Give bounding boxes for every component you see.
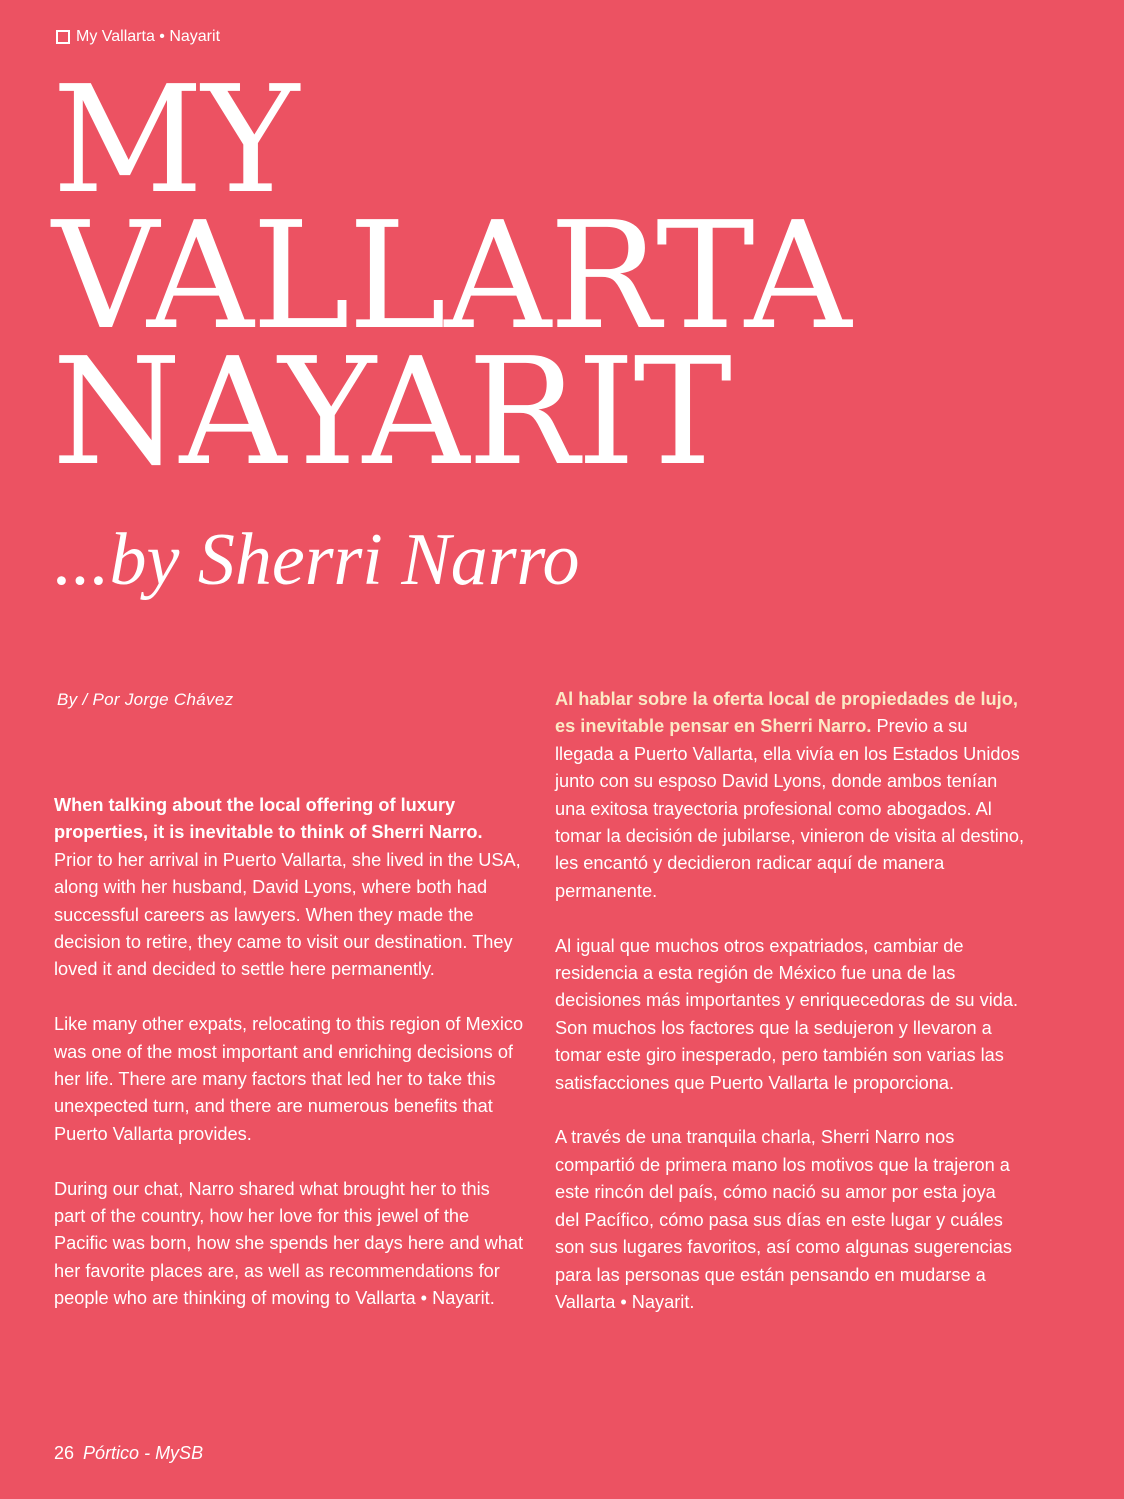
section-tag xyxy=(56,28,220,46)
spanish-paragraph-1 xyxy=(555,686,1025,905)
english-column xyxy=(54,792,524,1340)
spanish-paragraph-3: A través de una tranquila charla, Sherri Narro nos compartió de primera mano los motivos que la trajeron a este rincón del país, cómo nació su amor por esta joya del Pacífico, cómo pasa sus días en este lugar y cuáles son sus lugares favoritos, así como algunas sugerencias para las personas que están pensando en mudarse a Vallarta • Nayarit. xyxy=(555,1127,1012,1312)
title-line-3: NAYARIT xyxy=(52,326,731,498)
page-title xyxy=(52,54,850,498)
title-line-2: VALLARTA xyxy=(52,190,850,362)
english-paragraph-3: During our chat, Narro shared what brought her to this part of the country, how her love for this jewel of the Pacific was born, how she spends her days here and what her favorite places are, as well as recommendations for people who are thinking of moving to Vallarta • Nayarit. xyxy=(54,1178,524,1309)
spanish-column xyxy=(555,686,1025,1344)
spanish-lead: Al hablar sobre la oferta local de propiedades de lujo, es inevitable pensar en Sherri Narro. xyxy=(555,689,1018,737)
byline: By / Por Jorge Chávez xyxy=(57,690,234,709)
square-icon xyxy=(56,30,70,44)
english-lead: When talking about the local offering of luxury properties, it is inevitable to think of Sherri Narro. xyxy=(54,795,483,843)
spanish-p1-text: Previo a su llegada a Puerto Vallarta, ella vivía en los Estados Unidos junto con su esposo David Lyons, donde ambos tenían una exitosa trayectoria profesional como abogados. Al tomar la decisión de jubilarse, vinieron de visita al destino, les encantó y decidieron radicar aquí de manera permanente. xyxy=(555,716,1025,901)
page-footer xyxy=(54,1443,203,1464)
publication-name: Pórtico - MySB xyxy=(83,1443,204,1463)
spanish-paragraph-2: Al igual que muchos otros expatriados, cambiar de residencia a esta región de México fue una de las decisiones más importantes y enriquecedoras de su vida. Son muchos los factores que la sedujeron y llevaron a tomar este giro inesperado, pero también son varias las satisfacciones que Puerto Vallarta le proporciona. xyxy=(555,935,1019,1093)
title-line-1: MY xyxy=(52,54,298,226)
subtitle: ...by Sherri Narro xyxy=(54,519,580,601)
english-paragraph-2: Like many other expats, relocating to this region of Mexico was one of the most important and enriching decisions of her life. There are many factors that led her to take this unexpected turn, and there are numerous benefits that Puerto Vallarta provides. xyxy=(54,1014,524,1144)
page-number: 26 xyxy=(54,1443,75,1463)
english-paragraph-1 xyxy=(54,792,524,984)
english-p1-text: Prior to her arrival in Puerto Vallarta, she lived in the USA, along with her husband, David Lyons, where both had successful careers as lawyers. When they made the decision to retire, they came to visit our destination. They loved it and decided to settle here permanently. xyxy=(54,849,521,980)
section-label: My Vallarta • Nayarit xyxy=(76,28,221,45)
